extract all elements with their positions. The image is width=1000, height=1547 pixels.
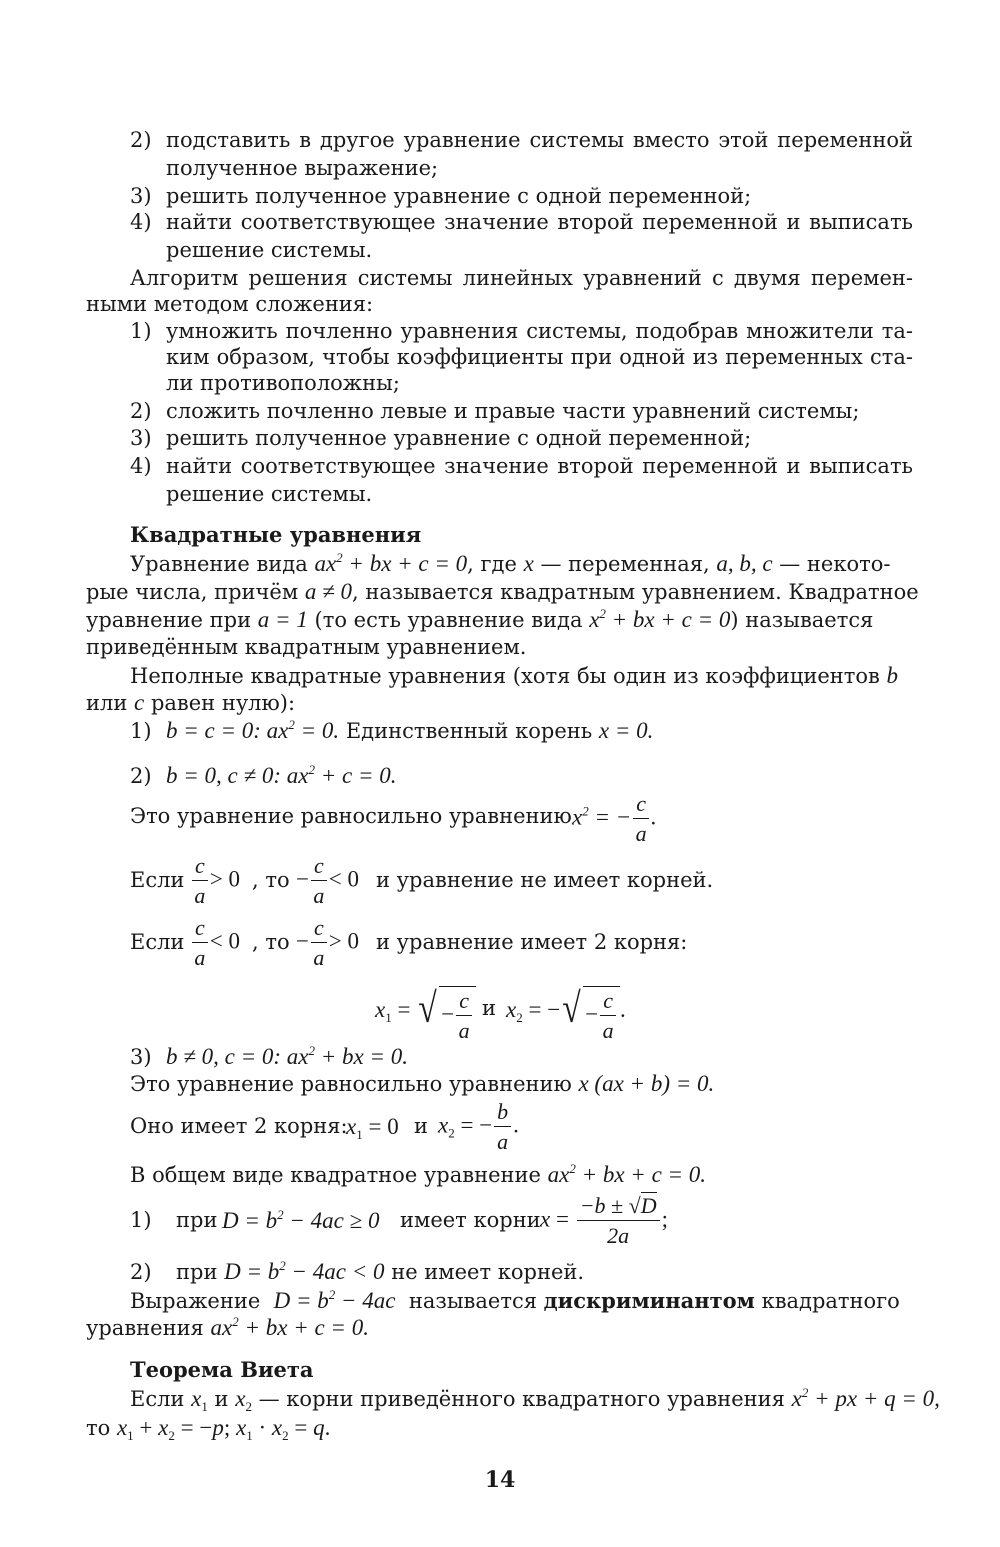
condition-line: Если $\frac{c}{a}$ > 0 , то − $\frac{c}{a}$ < 0 и уравнение не имеет корней. bbox=[130, 853, 714, 908]
page-number: 14 bbox=[484, 1467, 516, 1493]
discriminant-case: 1) при $D = b^2 - 4ac \ge 0$ имеет корни x = $\frac{-b \pm √D}{2a}$ ; bbox=[130, 1193, 668, 1248]
formula: $\frac{c}{a}$ < 0 bbox=[190, 916, 240, 970]
formula: $x^2$ = − $\frac{c}{a}$ . bbox=[572, 791, 657, 846]
formula: $x_1 = 0$ bbox=[346, 1114, 399, 1142]
formula: $D = b^2 - 4ac \ge 0$ bbox=[222, 1207, 380, 1233]
formula: − $\frac{c}{a}$ < 0 bbox=[296, 853, 359, 908]
textbook-page: 2) подставить в другое уравнение системы вместо этой переменной полученное выражение; 3) решить полученное уравнение с одной переменной; 4) найти соответствующее значение второй переменной и выписать решение системы. Алгоритм решения системы линейных уравнений с двумя перемен- ными методом сложения: 1) умножить почленно уравнения системы, подобрав множители та- ким образом, чтобы коэффициенты при одной из переменных ста- ли противоположны; 2) сложить почленно левые и правые части уравнений системы; 3) решить полученное уравнение с одной переменной; 4) найти соответствующее значение второй переменной и выписать решение системы. Квадратные уравнения Уравнение вида $ax^2$ + bx + c = 0, где x — переменная, a, b, c — некото- рые числа, причём a ≠ 0, называется квадратным уравнением. Квадратное уравнение при a = 1 (то есть уравнение вида $x^2$ + bx + c = 0) называется приведённым квадратным уравнением. Неполные квадратные уравнения (хотя бы один из коэффициентов b или c равен нулю): 1) b = c = 0: $ax^2 = 0$. Единственный корень x = 0. 2) b = 0, c ≠ 0: $ax^2 + c = 0$. Это уравнение равносильно уравнению $x^2$ = − $\frac{c}{a}$ . Если $\frac{c}{a}$ > 0 , то − $\frac{c}{a}$ < 0 и уравнение не имеет корней. Если $\frac{c}{a}$ < 0 , то − $\frac{c}{a}$ > 0 и уравнение имеет 2 корня: $x_1$ = √ − $\frac{c}{a}$ и $x_2$ = − √ − $\frac{c}{a}$ . 3) b ≠ 0, c = 0: $ax^2$ + bx = 0. Это уравнение равносильно уравнению x (ax + b) = 0. Оно имеет 2 корня: $x_1 = 0$ и $x_2$ = − $\frac{b}{a}$ . В общем виде квадратное уравнение $ax^2$ + bx + c = 0. 1) при $D = b^2 - 4ac \ge 0$ имеет корни x = $\frac{-b \pm √D}{2a}$ ; 2) при $D = b^2 - 4ac < 0$ не имеет корней. Выражение $D = b^2 - 4ac$ называется дискриминантом квадратного уравнения $ax^2$ + bx + c = 0. Теорема Виета Если $x_1$ и $x_2$ — корни приведённого квадратного уравнения $x^2$ + px + q = 0, то $x_1 + x_2 = -p$; $x_1 \cdot x_2 = q$. 14 bbox=[0, 0, 1000, 1547]
formula: $\frac{c}{a}$ > 0 bbox=[190, 854, 240, 908]
formula: $x_2$ = − $\frac{b}{a}$ . bbox=[438, 1099, 519, 1154]
formula: − $\frac{c}{a}$ > 0 bbox=[296, 915, 359, 970]
roots-line: Оно имеет 2 корня: $x_1 = 0$ и $x_2$ = − $\frac{b}{a}$ . bbox=[130, 1099, 519, 1154]
equivalence-line: Это уравнение равносильно уравнению $x^2$ = − $\frac{c}{a}$ . bbox=[130, 791, 657, 846]
condition-line: Если $\frac{c}{a}$ < 0 , то − $\frac{c}{a}$ > 0 и уравнение имеет 2 корня: bbox=[130, 915, 688, 970]
formula: x = $\frac{-b \pm √D}{2a}$ ; bbox=[540, 1193, 668, 1248]
formula: $x_1$ = √ − $\frac{c}{a}$ bbox=[375, 980, 476, 1043]
formula: $x_2$ = − √ − $\frac{c}{a}$ . bbox=[506, 986, 626, 1043]
roots-formula: $x_1$ = √ − $\frac{c}{a}$ и $x_2$ = − √ − $\frac{c}{a}$ . bbox=[0, 976, 1000, 1046]
